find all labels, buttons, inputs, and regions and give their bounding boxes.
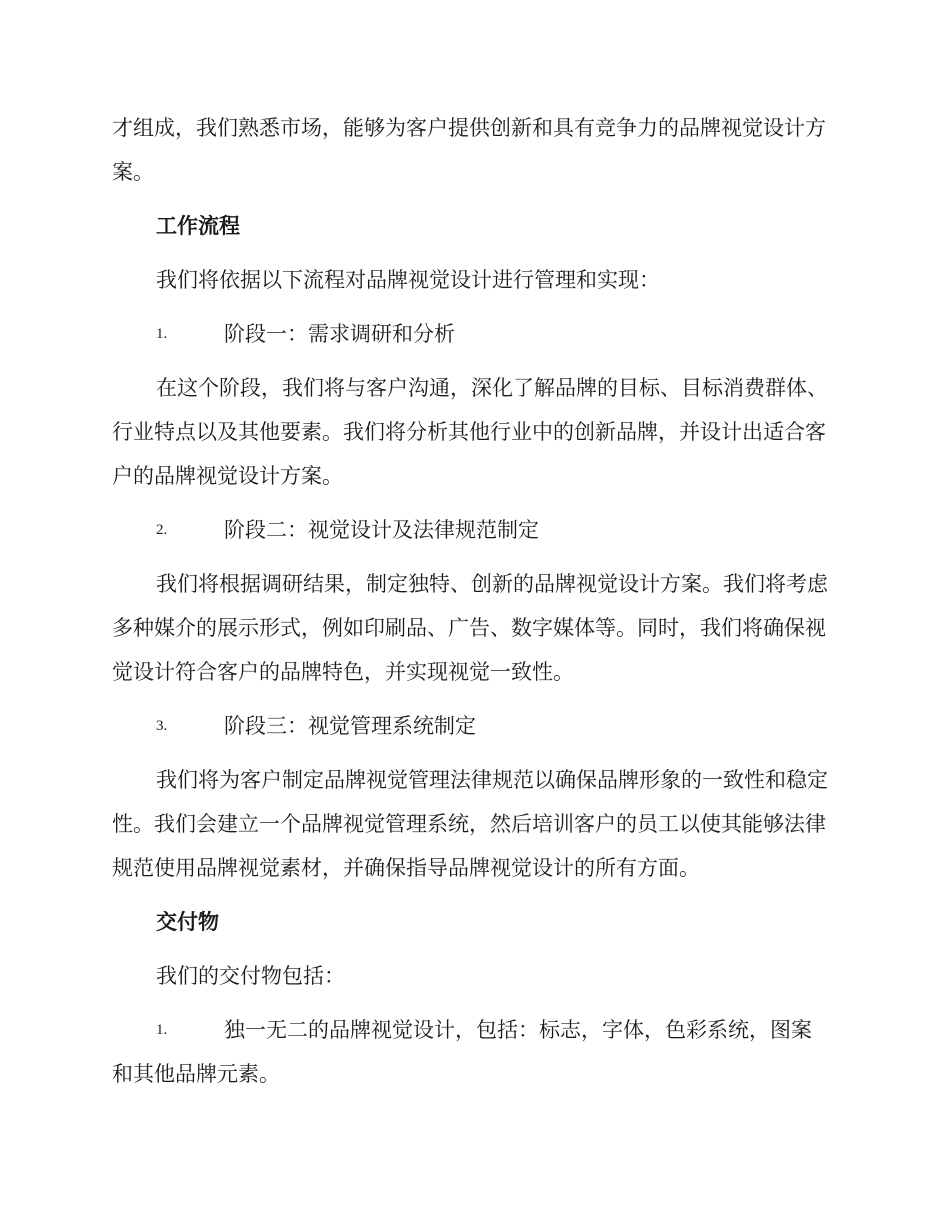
continued-paragraph: 才组成，我们熟悉市场，能够为客户提供创新和具有竞争力的品牌视觉设计方案。 — [112, 116, 826, 184]
section-heading-deliverables: 交付物 — [156, 909, 219, 934]
stage-3-body: 我们将为客户制定品牌视觉管理法律规范以确保品牌形象的一致性和稳定性。我们会建立一个品牌视觉管理系统，然后培训客户的员工以使其能够法律规范使用品牌视觉素材，并确保指导品牌视觉设计的所有方面。 — [112, 768, 828, 880]
workflow-intro: 我们将依据以下流程对品牌视觉设计进行管理和实现： — [156, 268, 660, 292]
stage-1-body: 在这个阶段，我们将与客户沟通，深化了解品牌的目标、目标消费群体、行业特点以及其他要素。我们将分析其他行业中的创新品牌，并设计出适合客户的品牌视觉设计方案。 — [112, 376, 828, 488]
stage-title-text: 阶段一：需求调研和分析 — [224, 322, 455, 346]
document-body — [112, 106, 832, 1106]
list-number: 2. — [156, 522, 168, 538]
stage-3-title — [112, 704, 832, 748]
list-number: 1. — [156, 326, 168, 342]
stage-1-title — [112, 312, 832, 356]
section-heading-workflow: 工作流程 — [156, 213, 240, 238]
stage-title-text: 阶段三：视觉管理系统制定 — [224, 714, 476, 738]
stage-2-title — [112, 508, 832, 552]
list-number: 3. — [156, 718, 168, 734]
list-number: 1. — [156, 1022, 168, 1038]
stage-title-text: 阶段二：视觉设计及法律规范制定 — [224, 518, 539, 542]
deliverables-intro: 我们的交付物包括： — [156, 964, 345, 988]
deliverable-text: 独一无二的品牌视觉设计，包括：标志，字体，色彩系统，图案和其他品牌元素。 — [112, 1018, 812, 1086]
stage-2-body: 我们将根据调研结果，制定独特、创新的品牌视觉设计方案。我们将考虑多种媒介的展示形式，例如印刷品、广告、数字媒体等。同时，我们将确保视觉设计符合客户的品牌特色，并实现视觉一致性。 — [112, 572, 828, 684]
deliverable-item-1 — [112, 1008, 832, 1096]
